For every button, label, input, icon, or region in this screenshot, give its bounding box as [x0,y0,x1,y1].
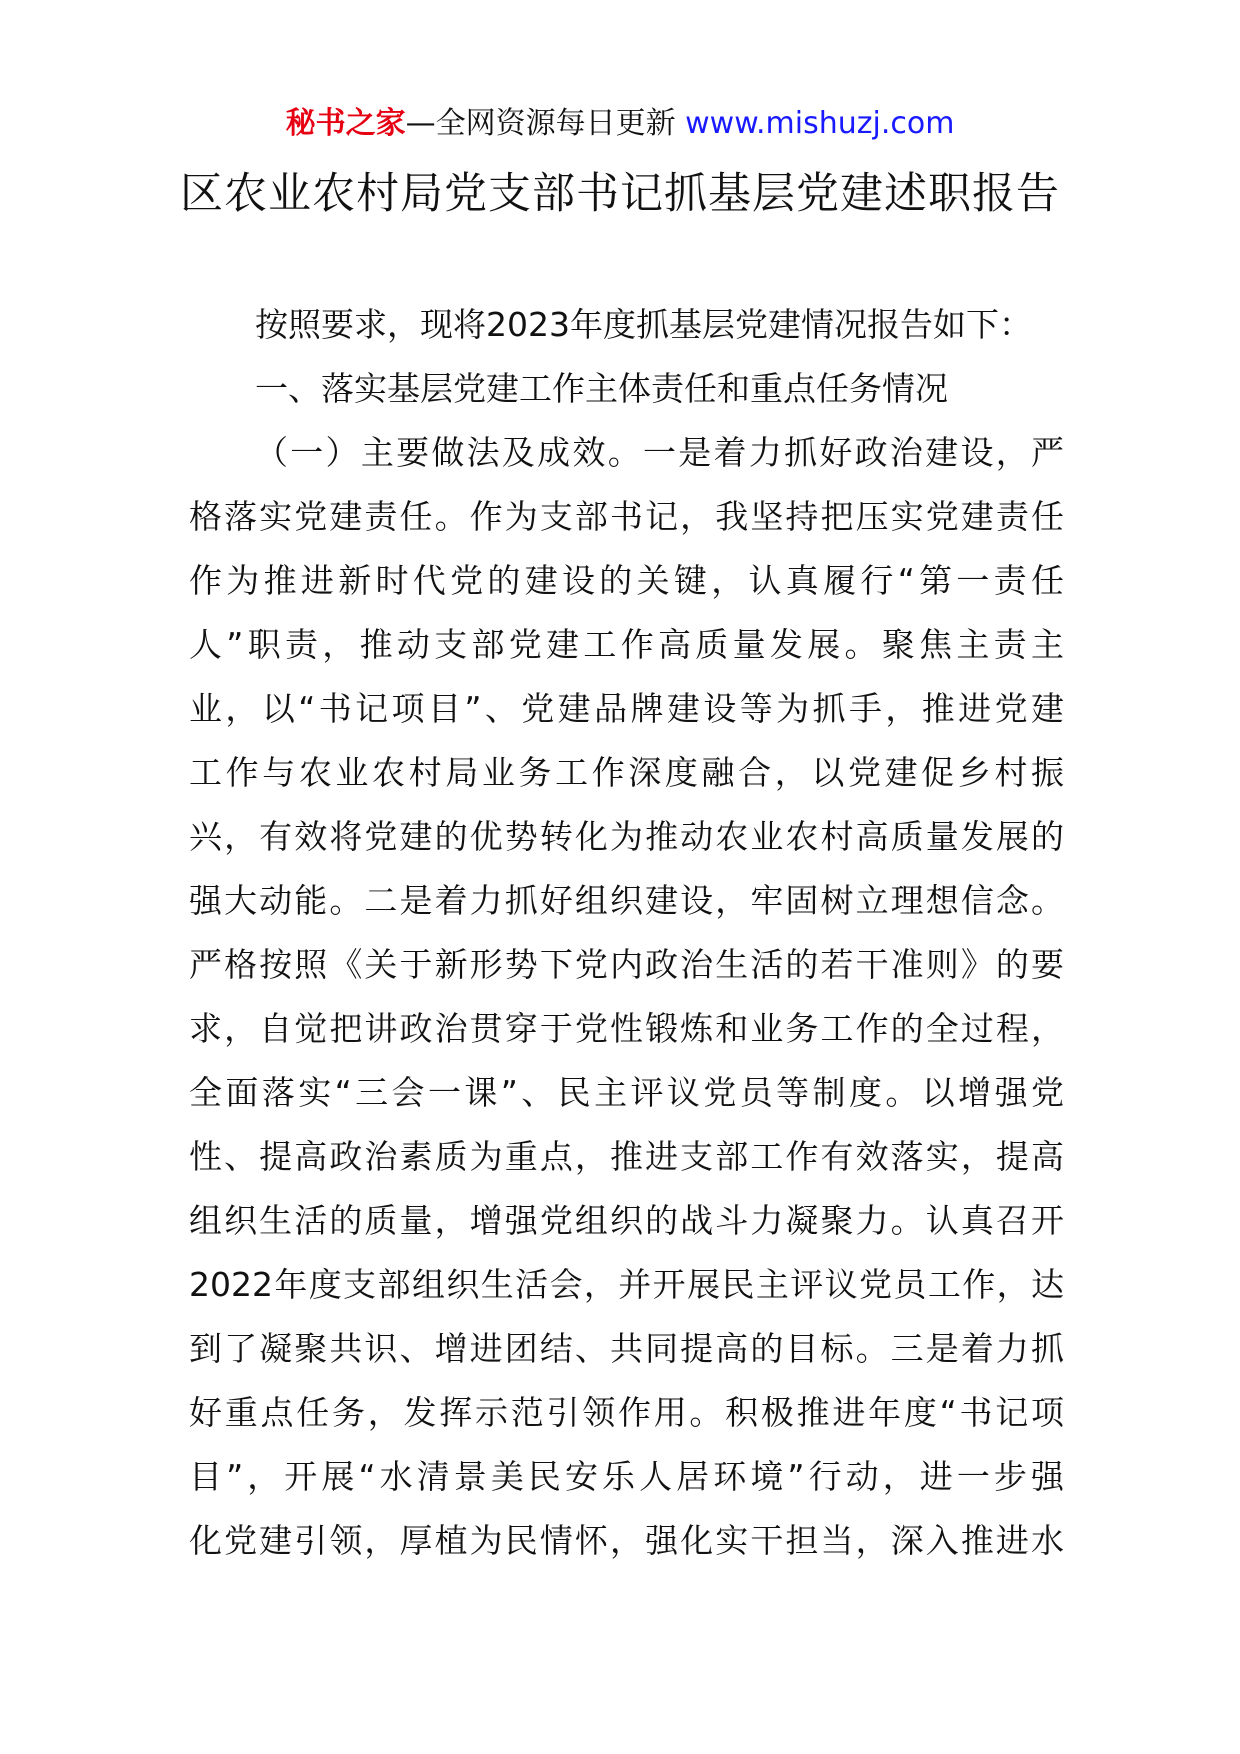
header-tagline: —全网资源每日更新 [405,106,676,141]
document-title: 区农业农村局党支部书记抓基层党建述职报告 [180,169,1060,219]
paragraph-line: 作为推进新时代党的建设的关键，认真履行“第一责任 [189,561,1064,600]
document-body [189,293,1064,1573]
paragraph-line: 兴，有效将党建的优势转化为推动农业农村高质量发展的 [189,817,1064,856]
paragraph-line: 业，以“书记项目”、党建品牌建设等为抓手，推进党建 [189,689,1064,728]
brand-name: 秘书之家 [285,106,406,141]
paragraph-line: 2022年度支部组织生活会，并开展民主评议党员工作，达 [189,1265,1064,1304]
intro-line: 按照要求，现将2023年度抓基层党建情况报告如下： [255,305,1032,344]
paragraph-line: 格落实党建责任。作为支部书记，我坚持把压实党建责任 [189,497,1064,536]
paragraph-line: 目”，开展“水清景美民安乐人居环境”行动，进一步强 [189,1457,1064,1496]
paragraph-line: 人”职责，推动支部党建工作高质量发展。聚焦主责主 [189,625,1064,664]
paragraph-line: 强大动能。二是着力抓好组织建设，牢固树立理想信念。 [189,881,1064,920]
section-heading: 一、落实基层党建工作主体责任和重点任务情况 [255,369,948,408]
paragraph-line: 严格按照《关于新形势下党内政治生活的若干准则》的要 [189,945,1064,984]
paragraph-line: 工作与农业农村局业务工作深度融合，以党建促乡村振 [189,753,1064,792]
paragraph-line: 化党建引领，厚植为民情怀，强化实干担当，深入推进水 [189,1521,1064,1560]
paragraph-line: 好重点任务，发挥示范引领作用。积极推进年度“书记项 [189,1393,1064,1432]
paragraph-line: 性、提高政治素质为重点，推进支部工作有效落实，提高 [189,1137,1064,1176]
paragraph-line: （一）主要做法及成效。一是着力抓好政治建设，严 [255,433,1064,472]
header-url: www.mishuzj.com [685,106,955,141]
watermark-header [0,100,1240,148]
paragraph-line: 求，自觉把讲政治贯穿于党性锻炼和业务工作的全过程， [189,1009,1064,1048]
paragraph-line: 到了凝聚共识、增进团结、共同提高的目标。三是着力抓 [189,1329,1064,1368]
paragraph-line: 全面落实“三会一课”、民主评议党员等制度。以增强党 [189,1073,1064,1112]
paragraph-line: 组织生活的质量，增强党组织的战斗力凝聚力。认真召开 [189,1201,1064,1240]
